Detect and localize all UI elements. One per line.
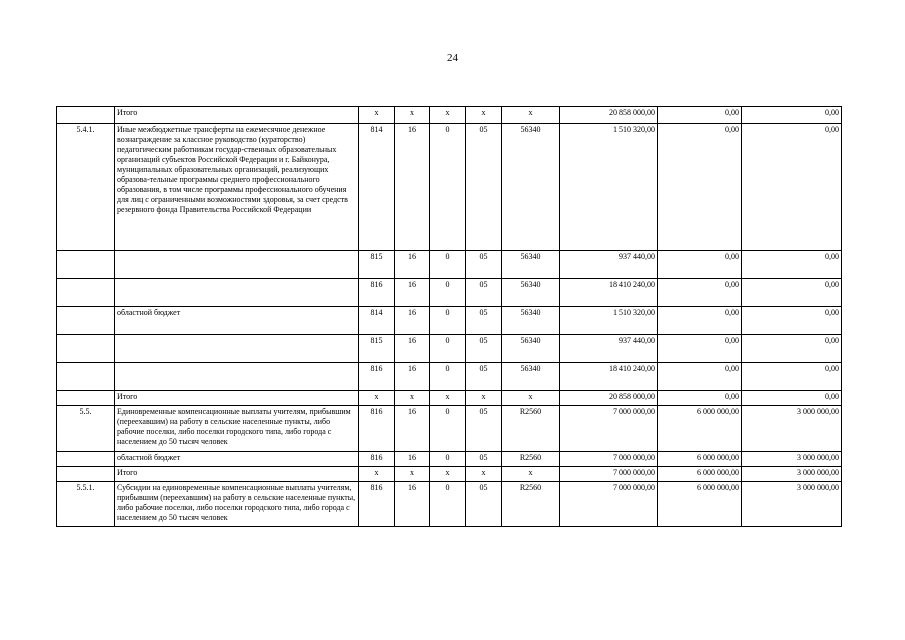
code-section: 16 [395,363,430,391]
code-subprogram: 05 [466,482,502,527]
amount-year-1: 7 000 000,00 [560,406,658,452]
row-name [115,279,359,307]
row-name [115,335,359,363]
code-direction: 56340 [502,363,560,391]
row-name [115,363,359,391]
amount-year-2: 0,00 [658,251,742,279]
table-row [57,279,842,307]
amount-year-2: 6 000 000,00 [658,406,742,452]
row-number [57,279,115,307]
amount-year-3: 0,00 [742,107,842,124]
code-section: 16 [395,124,430,251]
table-row [57,251,842,279]
row-name: Итого [115,107,359,124]
table-row [57,107,842,124]
code-direction: 56340 [502,124,560,251]
amount-year-1: 18 410 240,00 [560,363,658,391]
table-row [57,406,842,452]
code-section: 16 [395,279,430,307]
amount-year-3: 3 000 000,00 [742,467,842,482]
amount-year-3: 0,00 [742,363,842,391]
code-direction: 56340 [502,335,560,363]
amount-year-1: 20 858 000,00 [560,391,658,406]
amount-year-2: 0,00 [658,391,742,406]
amount-year-1: 7 000 000,00 [560,452,658,467]
table-row [57,363,842,391]
code-program: 0 [430,124,466,251]
table-row [57,335,842,363]
code-program: x [430,391,466,406]
row-name: Итого [115,467,359,482]
amount-year-2: 0,00 [658,335,742,363]
amount-year-3: 0,00 [742,335,842,363]
code-subprogram: 05 [466,406,502,452]
code-section: 16 [395,452,430,467]
row-number [57,107,115,124]
amount-year-2: 0,00 [658,363,742,391]
code-section: 16 [395,406,430,452]
code-admin: 814 [359,124,395,251]
amount-year-1: 7 000 000,00 [560,482,658,527]
amount-year-2: 0,00 [658,107,742,124]
table-row [57,452,842,467]
row-number: 5.4.1. [57,124,115,251]
code-admin: x [359,391,395,406]
amount-year-2: 0,00 [658,124,742,251]
table-row [57,307,842,335]
amount-year-1: 1 510 320,00 [560,124,658,251]
code-admin: x [359,107,395,124]
code-subprogram: 05 [466,335,502,363]
code-direction: R2560 [502,482,560,527]
code-direction: R2560 [502,406,560,452]
page-number: 24 [447,52,458,64]
amount-year-1: 18 410 240,00 [560,279,658,307]
amount-year-3: 3 000 000,00 [742,406,842,452]
code-section: 16 [395,335,430,363]
row-number [57,467,115,482]
row-number [57,307,115,335]
code-program: 0 [430,251,466,279]
code-direction: x [502,467,560,482]
code-direction: 56340 [502,279,560,307]
amount-year-1: 20 858 000,00 [560,107,658,124]
row-name: Единовременные компенсационные выплаты учителям, прибывшим (переехавшим) на работу в сельские населенные пункты, либо рабочие поселки, либо поселки городского типа, либо города с населением до 50 тысяч человек [115,406,359,452]
code-direction: x [502,391,560,406]
code-section: x [395,107,430,124]
code-subprogram: 05 [466,251,502,279]
amount-year-3: 3 000 000,00 [742,482,842,527]
amount-year-2: 6 000 000,00 [658,482,742,527]
code-program: 0 [430,406,466,452]
row-name: Субсидии на единовременные компенсационные выплаты учителям, прибывшим (переехавшим) на работу в сельские населенные пункты, либо рабочие поселки, либо поселки городского типа, либо города с населением до 50 тысяч человек [115,482,359,527]
table-row [57,482,842,527]
code-admin: x [359,467,395,482]
amount-year-3: 0,00 [742,124,842,251]
code-section: 16 [395,307,430,335]
code-subprogram: x [466,391,502,406]
code-admin: 816 [359,452,395,467]
table-row [57,124,842,251]
code-subprogram: x [466,107,502,124]
code-admin: 816 [359,279,395,307]
amount-year-1: 7 000 000,00 [560,467,658,482]
row-number [57,363,115,391]
code-program: 0 [430,307,466,335]
code-section: 16 [395,482,430,527]
amount-year-3: 0,00 [742,391,842,406]
amount-year-2: 0,00 [658,307,742,335]
amount-year-1: 937 440,00 [560,251,658,279]
amount-year-1: 1 510 320,00 [560,307,658,335]
code-program: 0 [430,279,466,307]
amount-year-2: 6 000 000,00 [658,467,742,482]
code-program: 0 [430,482,466,527]
amount-year-3: 0,00 [742,279,842,307]
code-section: x [395,467,430,482]
amount-year-3: 0,00 [742,251,842,279]
code-subprogram: 05 [466,124,502,251]
amount-year-3: 3 000 000,00 [742,452,842,467]
code-direction: 56340 [502,251,560,279]
amount-year-3: 0,00 [742,307,842,335]
code-subprogram: 05 [466,363,502,391]
budget-table [56,106,842,527]
code-program: x [430,107,466,124]
code-direction: x [502,107,560,124]
code-program: 0 [430,363,466,391]
code-section: 16 [395,251,430,279]
amount-year-1: 937 440,00 [560,335,658,363]
amount-year-2: 0,00 [658,279,742,307]
row-name: областной бюджет [115,307,359,335]
code-direction: R2560 [502,452,560,467]
code-direction: 56340 [502,307,560,335]
code-subprogram: 05 [466,307,502,335]
row-name: Иные межбюджетные трансферты на ежемесячное денежное вознаграждение за классное руководство (кураторство) педагогическим работникам государ-ственных образовательных организаций субъектов Российской Федерации и г. Байконура, муниципальных образовательных организаций, реализующих образова-тельные программы среднего профессионального образования, в том числе программы профессионального обучения для лиц с ограниченными возможностями здоровья, за счет средств резервного фонда Правительства Российской Федерации [115,124,359,251]
row-name: Итого [115,391,359,406]
row-name: областной бюджет [115,452,359,467]
code-subprogram: 05 [466,279,502,307]
row-name [115,251,359,279]
code-program: x [430,467,466,482]
row-number [57,251,115,279]
row-number [57,335,115,363]
code-program: 0 [430,452,466,467]
code-subprogram: 05 [466,452,502,467]
code-admin: 816 [359,363,395,391]
code-admin: 816 [359,406,395,452]
row-number: 5.5.1. [57,482,115,527]
table-row [57,467,842,482]
code-subprogram: x [466,467,502,482]
code-admin: 814 [359,307,395,335]
code-admin: 815 [359,335,395,363]
table-row [57,391,842,406]
row-number: 5.5. [57,406,115,452]
code-admin: 815 [359,251,395,279]
amount-year-2: 6 000 000,00 [658,452,742,467]
code-section: x [395,391,430,406]
code-program: 0 [430,335,466,363]
row-number [57,452,115,467]
code-admin: 816 [359,482,395,527]
row-number [57,391,115,406]
